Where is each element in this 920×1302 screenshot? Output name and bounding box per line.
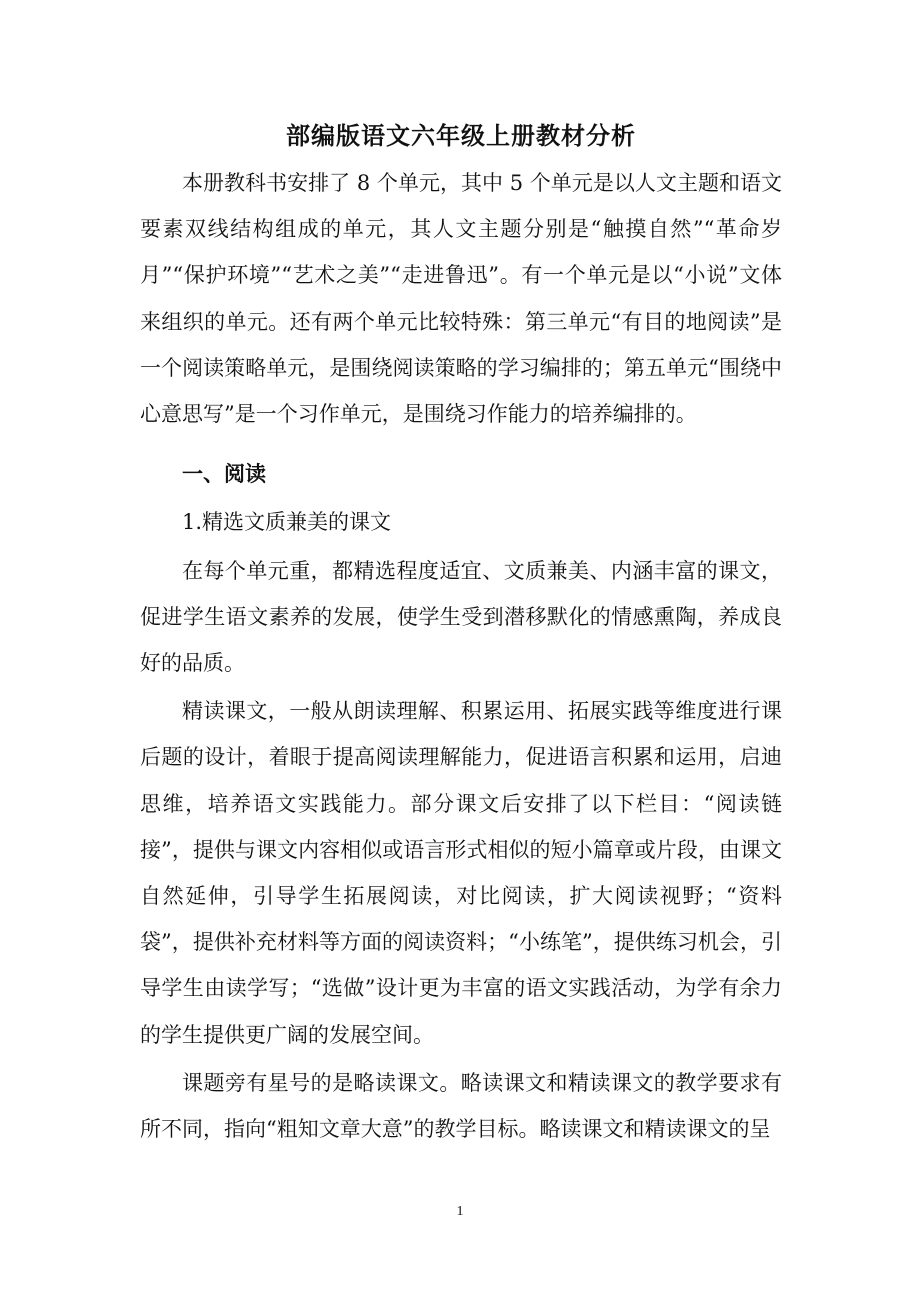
document-title: 部编版语文六年级上册教材分析: [286, 122, 636, 150]
spacer: [140, 437, 782, 451]
page-number: 1: [456, 1204, 464, 1219]
paragraph-intensive-reading: 精读课文，一般从朗读理解、积累运用、拓展实践等维度进行课后题的设计，着眼于提高阅读理解能力，促进语言积累和运用，启迪思维，培养语文实践能力。部分课文后安排了以下栏目：“阅读链接”，提供与课文内容相似或语言形式相似的短小篇章或片段，由课文自然延伸，引导学生拓展阅读，对比阅读，扩大阅读视野；“资料袋”，提供补充材料等方面的阅读资料；“小练笔”，提供练习机会，引导学生由读学写；“选做”设计更为丰富的语文实践活动，为学有余力的学生提供更广阔的发展空间。: [140, 699, 782, 1047]
paragraph-skim-reading: 课题旁有星号的是略读课文。略读课文和精读课文的教学要求有所不同，指向“粗知文章大意”的教学目标。略读课文和精读课文的呈: [140, 1070, 782, 1142]
subsection-heading-1: 1.精选文质兼美的课文: [182, 510, 392, 535]
paragraph-units: 在每个单元重，都精选程度适宜、文质兼美、内涵丰富的课文，促进学生语文素养的发展，使学生受到潜移默化的情感熏陶，养成良好的品质。: [140, 558, 782, 676]
section-heading-reading: 一、阅读: [182, 462, 266, 487]
document-body: [140, 112, 782, 1152]
intro-paragraph: 本册教科书安排了 8 个单元，其中 5 个单元是以人文主题和语文要素双线结构组成的单元，其人文主题分别是“触摸自然”“革命岁月”“保护环境”“艺术之美”“走进鲁迅”。有一个单元是以“小说”文体来组织的单元。还有两个单元比较特殊：第三单元“有目的地阅读”是一个阅读策略单元，是围绕阅读策略的学习编排的；第五单元“围绕中心意思写”是一个习作单元，是围绕习作能力的培养编排的。: [140, 171, 782, 427]
